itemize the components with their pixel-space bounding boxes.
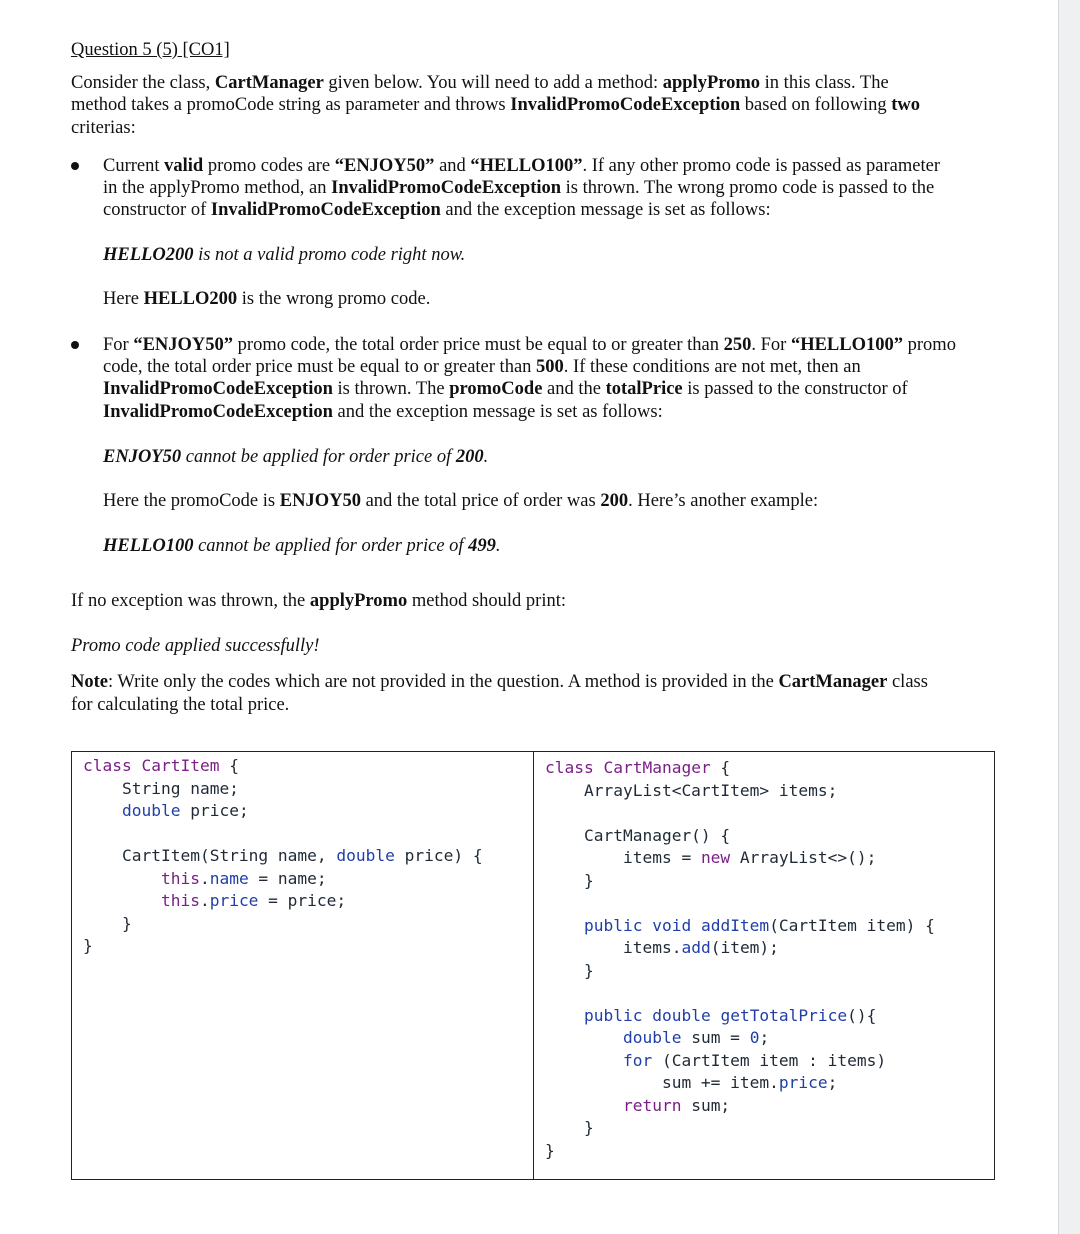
bullet1-line-2: in the applyPromo method, an InvalidPromoCodeException is thrown. The wrong promo code is passed to the (103, 178, 935, 198)
question-heading: Question 5 (5) [CO1] (71, 40, 230, 60)
no-exception-text: If no exception was thrown, the applyPromo method should print: (71, 591, 567, 611)
code-line: } (545, 1140, 555, 1160)
note-line-2: for calculating the total price. (71, 695, 290, 715)
bullet2-line-3: InvalidPromoCodeException is thrown. The promoCode and the totalPrice is passed to the constructor of (103, 379, 908, 399)
bullet2-line-4: InvalidPromoCodeException and the exception message is set as follows: (103, 402, 663, 422)
intro-line-1: Consider the class, CartManager given below. You will need to add a method: applyPromo in this class. The (71, 73, 889, 93)
code-line: double sum = 0; (622, 1028, 770, 1047)
code-cartitem (83, 755, 483, 958)
bullet1-line-1: Current valid promo codes are “ENJOY50” and “HELLO100”. If any other promo code is passed as parameter (103, 156, 941, 176)
bullet1-line-3: constructor of InvalidPromoCodeException and the exception message is set as follows: (103, 200, 771, 220)
explain-2: Here the promoCode is ENJOY50 and the total price of order was 200. Here’s another example: (103, 491, 819, 511)
code-line: } (83, 913, 132, 933)
intro-line-3: criterias: (71, 118, 136, 138)
code-line: this.price = price; (160, 891, 347, 910)
example-message-3: HELLO100 cannot be applied for order price of 499. (103, 536, 501, 556)
bullet2-line-1: For “ENJOY50” promo code, the total order price must be equal to or greater than 250. For “HELLO100” promo (103, 335, 956, 355)
code-line: ArrayList<CartItem> items; (545, 780, 838, 800)
code-line: public void addItem(CartItem item) { (583, 915, 935, 935)
example-message-2: ENJOY50 cannot be applied for order price of 200. (103, 447, 489, 467)
code-cartmanager (545, 757, 935, 1162)
code-line: String name; (83, 778, 239, 798)
bullet2-line-2: code, the total order price must be equal to or greater than 500. If these conditions are not met, then an (103, 357, 861, 377)
code-line: } (545, 1118, 594, 1137)
success-message: Promo code applied successfully! (71, 636, 320, 656)
explain-1: Here HELLO200 is the wrong promo code. (103, 289, 431, 309)
code-line: public double getTotalPrice(){ (583, 1005, 877, 1025)
code-line: return sum; (622, 1095, 731, 1115)
code-line: this.name = name; (160, 868, 327, 888)
code-line: CartManager() { (545, 825, 731, 845)
code-line: items.add(item); (545, 938, 779, 957)
code-line: double price; (121, 801, 249, 820)
bullet-marker (71, 162, 79, 170)
code-table-divider (533, 751, 534, 1180)
code-line: items = new ArrayList<>(); (545, 848, 877, 867)
code-line: sum += item.price; (545, 1073, 838, 1092)
code-line: class CartItem { (83, 756, 239, 775)
code-line: CartItem(String name, double price) { (83, 846, 483, 865)
bullet-marker (71, 341, 79, 349)
code-line: for (CartItem item : items) (622, 1050, 887, 1070)
intro-line-2: method takes a promoCode string as parameter and throws InvalidPromoCodeException based on following two (71, 95, 921, 115)
code-line: } (83, 936, 93, 955)
code-line: } (545, 960, 594, 980)
note-line-1: Note: Write only the codes which are not provided in the question. A method is provided in the CartManager class (71, 672, 928, 692)
example-message-1: HELLO200 is not a valid promo code right now. (103, 245, 466, 265)
code-line: class CartManager { (545, 758, 731, 777)
code-line: } (545, 870, 594, 890)
